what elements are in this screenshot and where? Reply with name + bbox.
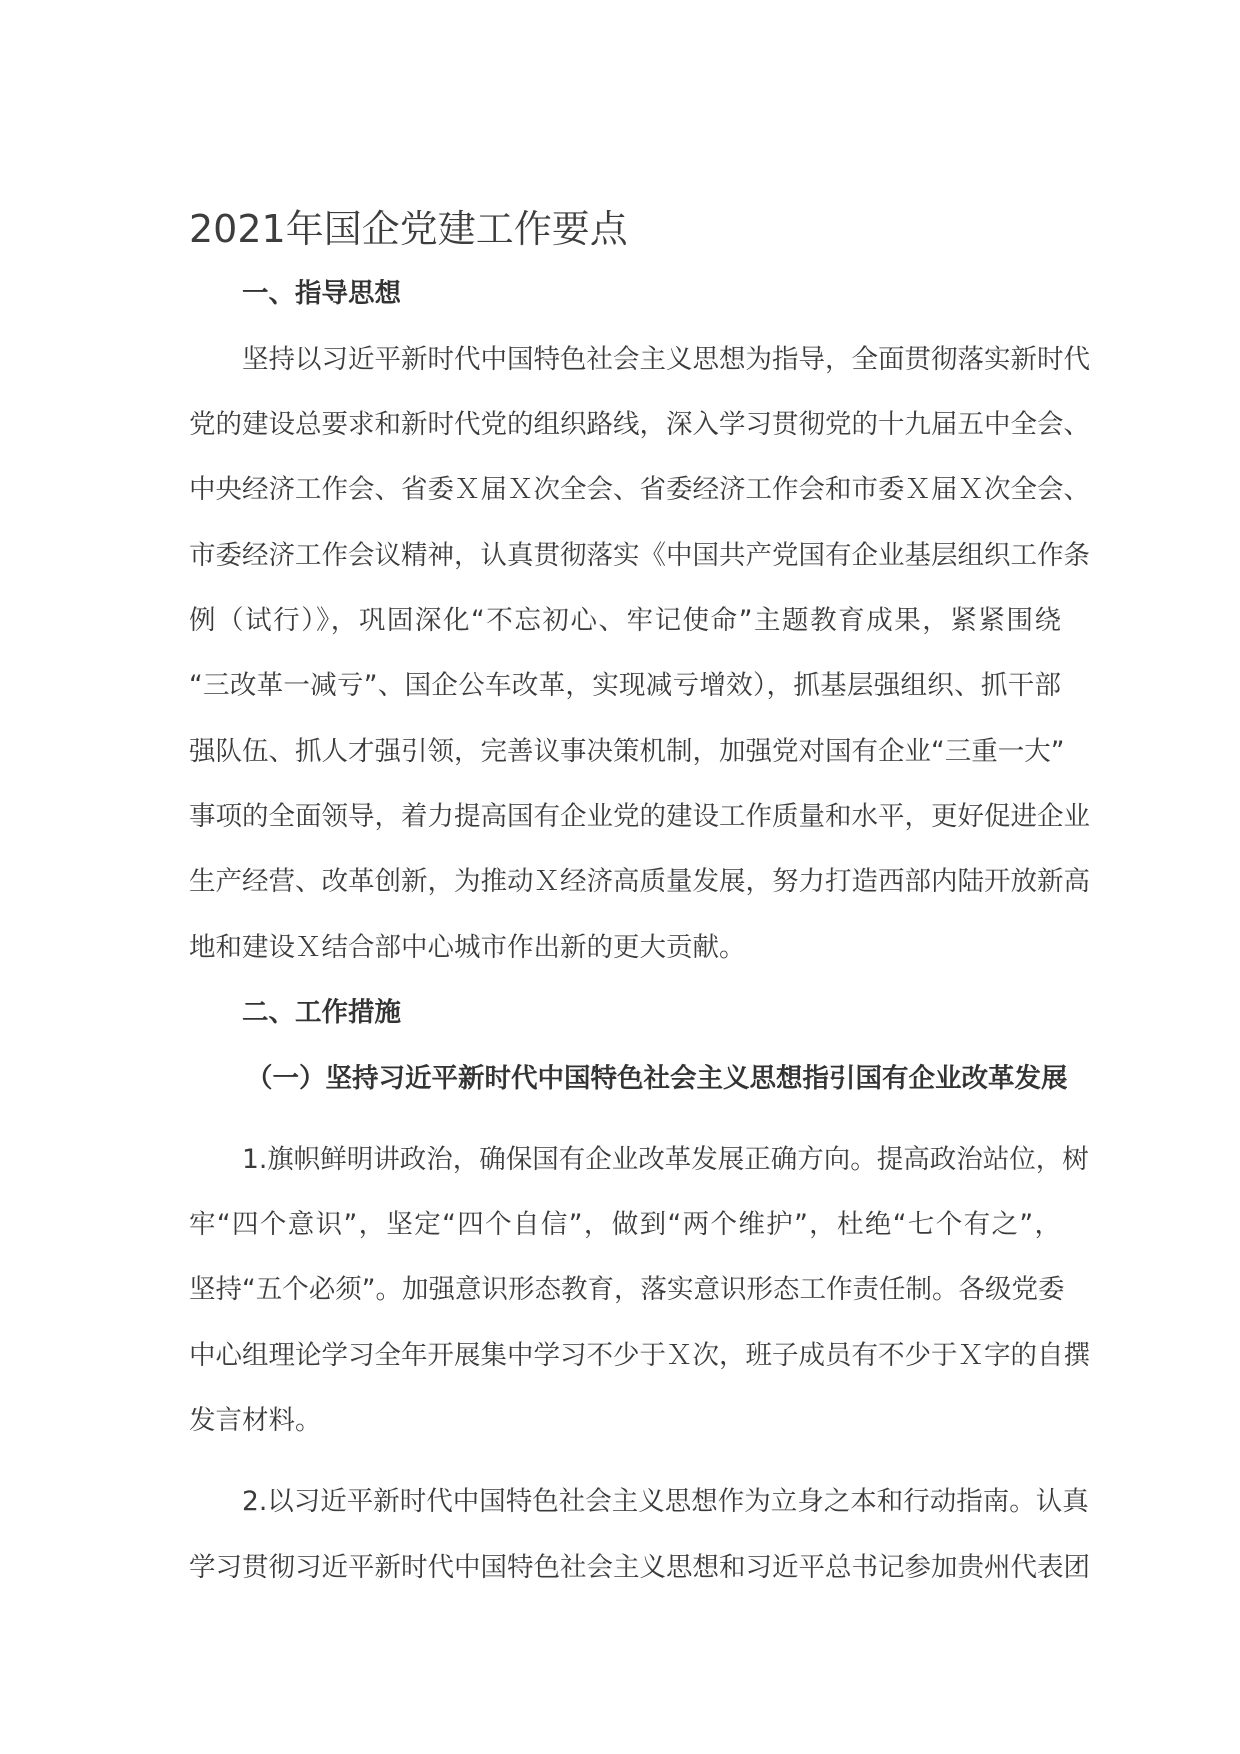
text-line: 牢“四个意识”，坚定“四个自信”，做到“两个维护”，杜绝“七个有之”，	[189, 1209, 1061, 1240]
text-line: 1.旗帜鲜明讲政治，确保国有企业改革发展正确方向。提高政治站位，树	[242, 1144, 1089, 1175]
text-line: 中央经济工作会、省委Ｘ届Ｘ次全会、省委经济工作会和市委Ｘ届Ｘ次全会、	[189, 474, 1090, 505]
text-line: 中心组理论学习全年开展集中学习不少于Ｘ次，班子成员有不少于Ｘ字的自撰	[189, 1340, 1090, 1371]
text-line: 坚持“五个必须”。加强意识形态教育，落实意识形态工作责任制。各级党委	[189, 1274, 1065, 1305]
section-heading-guiding-ideology: 一、指导思想	[242, 278, 401, 309]
text-line: 2.以习近平新时代中国特色社会主义思想作为立身之本和行动指南。认真	[242, 1486, 1089, 1517]
text-line: 坚持以习近平新时代中国特色社会主义思想为指导，全面贯彻落实新时代	[242, 344, 1090, 375]
text-line: 生产经营、改革创新，为推动Ｘ经济高质量发展，努力打造西部内陆开放新高	[189, 866, 1090, 897]
text-line: 党的建设总要求和新时代党的组织路线，深入学习贯彻党的十九届五中全会、	[189, 409, 1090, 440]
section-heading-work-measures: 二、工作措施	[242, 997, 401, 1028]
text-line: 市委经济工作会议精神，认真贯彻落实《中国共产党国有企业基层组织工作条	[189, 540, 1090, 571]
text-line: 例（试行）》，巩固深化“不忘初心、牢记使命”主题教育成果，紧紧围绕	[189, 605, 1061, 636]
text-line: 强队伍、抓人才强引领，完善议事决策机制，加强党对国有企业“三重一大”	[189, 736, 1065, 767]
text-line: “三改革一减亏”、国企公车改革，实现减亏增效），抓基层强组织、抓干部	[189, 670, 1061, 701]
document-title: 2021年国企党建工作要点	[189, 207, 628, 251]
text-line: 事项的全面领导，着力提高国有企业党的建设工作质量和水平，更好促进企业	[189, 801, 1090, 832]
subsection-heading-1: （一）坚持习近平新时代中国特色社会主义思想指引国有企业改革发展	[246, 1063, 1068, 1094]
text-line: 发言材料。	[189, 1405, 322, 1436]
text-line: 地和建设Ｘ结合部中心城市作出新的更大贡献。	[189, 932, 746, 963]
text-line: 学习贯彻习近平新时代中国特色社会主义思想和习近平总书记参加贵州代表团	[189, 1552, 1090, 1583]
